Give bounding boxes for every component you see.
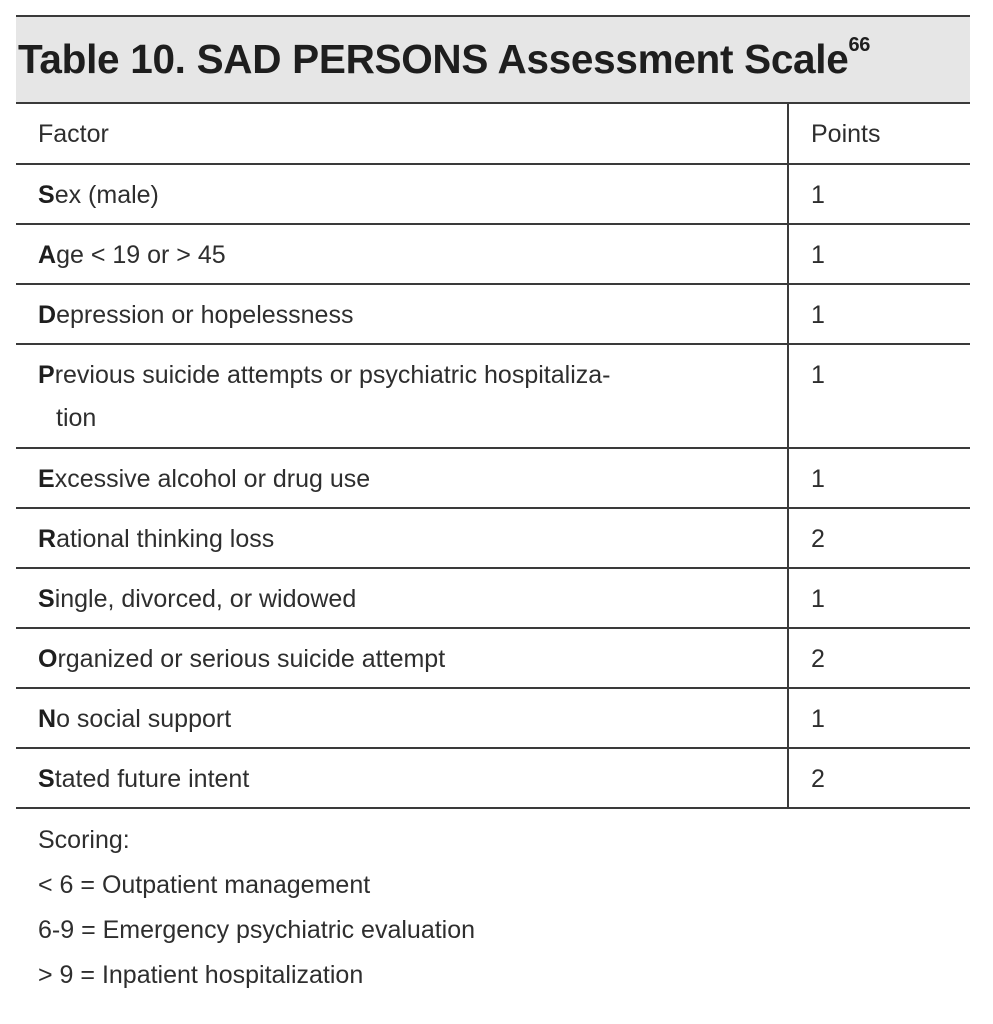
points-cell: 1 xyxy=(788,164,970,224)
scoring-label: Scoring: xyxy=(38,826,130,854)
table-row xyxy=(16,688,970,748)
factor-text: xcessive alcohol or drug use xyxy=(54,465,371,493)
factor-text: o social support xyxy=(56,705,232,733)
header-factor: Factor xyxy=(16,104,788,164)
scoring-footer xyxy=(16,809,970,1005)
points-cell: 2 xyxy=(788,508,970,568)
points-cell: 2 xyxy=(788,628,970,688)
factor-table xyxy=(16,104,970,809)
table-title xyxy=(18,36,870,83)
scoring-line: < 6 = Outpatient management xyxy=(38,871,371,899)
table-title-band xyxy=(16,15,970,104)
factor-initial: N xyxy=(38,705,57,733)
factor-text: rganized or serious suicide attempt xyxy=(57,645,446,673)
sad-persons-table xyxy=(16,15,970,1005)
factor-text: epression or hopelessness xyxy=(56,301,354,329)
factor-cell xyxy=(16,568,788,628)
reference-superscript: 66 xyxy=(848,34,871,56)
factor-text: revious suicide attempts or psychiatric hospitaliza- xyxy=(54,361,611,389)
points-cell: 1 xyxy=(788,284,970,344)
factor-cell xyxy=(16,448,788,508)
factor-text: ingle, divorced, or widowed xyxy=(54,585,357,613)
table-row xyxy=(16,508,970,568)
factor-initial: S xyxy=(38,585,55,613)
factor-text: ge < 19 or > 45 xyxy=(56,241,226,269)
factor-initial: S xyxy=(38,765,55,793)
points-cell: 1 xyxy=(788,344,970,448)
factor-text: ex (male) xyxy=(54,181,159,209)
factor-initial: O xyxy=(38,645,58,673)
factor-cell xyxy=(16,688,788,748)
factor-cell xyxy=(16,748,788,808)
factor-initial: A xyxy=(38,241,57,269)
header-points: Points xyxy=(788,104,970,164)
scoring-line: > 9 = Inpatient hospitalization xyxy=(38,961,364,989)
table-row xyxy=(16,164,970,224)
table-title-text: Table 10. SAD PERSONS Assessment Scale xyxy=(18,36,849,82)
factor-cell xyxy=(16,508,788,568)
points-cell: 1 xyxy=(788,224,970,284)
factor-cell xyxy=(16,224,788,284)
points-cell: 1 xyxy=(788,688,970,748)
factor-initial: S xyxy=(38,181,55,209)
points-cell: 2 xyxy=(788,748,970,808)
table-row xyxy=(16,628,970,688)
factor-initial: R xyxy=(38,525,57,553)
points-cell: 1 xyxy=(788,568,970,628)
header-row xyxy=(16,104,970,164)
factor-initial: P xyxy=(38,361,55,389)
points-cell: 1 xyxy=(788,448,970,508)
factor-cell xyxy=(16,164,788,224)
table-row xyxy=(16,284,970,344)
factor-initial: D xyxy=(38,301,57,329)
factor-cell xyxy=(16,284,788,344)
scoring-line: 6-9 = Emergency psychiatric evaluation xyxy=(38,916,476,944)
table-row xyxy=(16,748,970,808)
factor-cell xyxy=(16,628,788,688)
table-row xyxy=(16,568,970,628)
factor-cell xyxy=(16,344,788,448)
factor-text-continued: tion xyxy=(56,404,97,432)
factor-text: ational thinking loss xyxy=(56,525,275,553)
table-row xyxy=(16,224,970,284)
factor-text: tated future intent xyxy=(54,765,250,793)
table-row xyxy=(16,344,970,448)
factor-initial: E xyxy=(38,465,55,493)
table-row xyxy=(16,448,970,508)
